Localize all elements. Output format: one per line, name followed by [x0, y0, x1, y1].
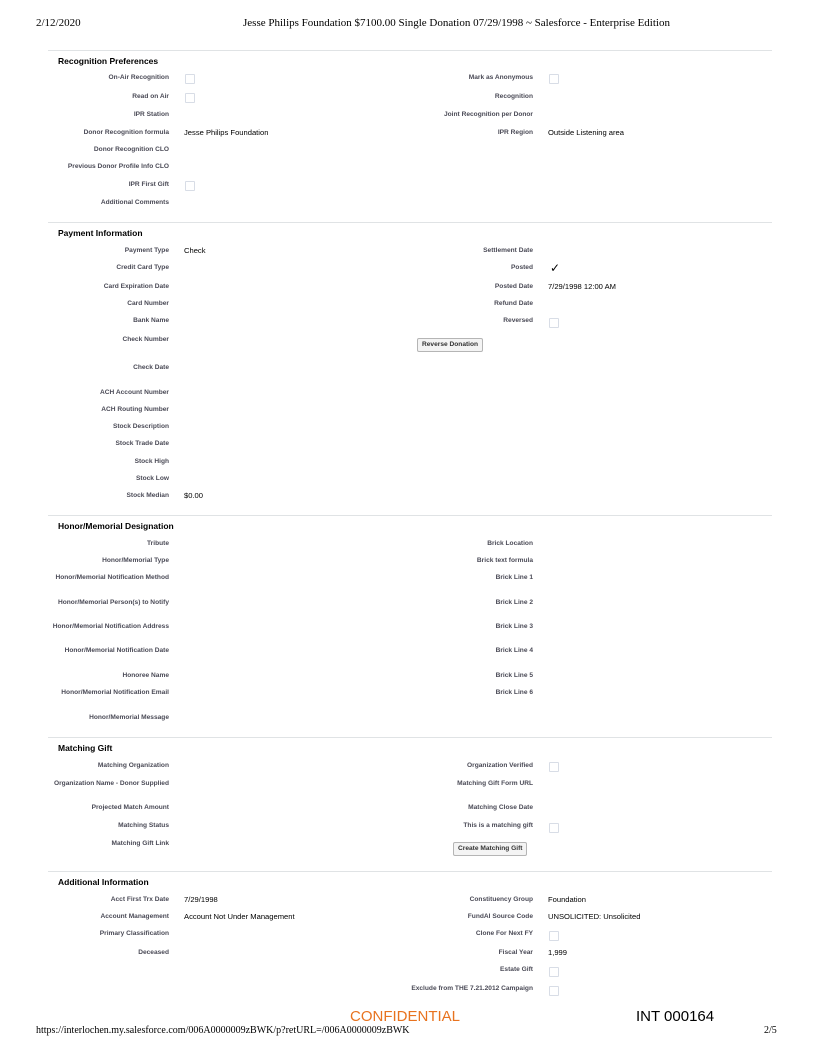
reverse-donation-button[interactable]: Reverse Donation: [417, 338, 483, 352]
section-divider: [48, 222, 772, 223]
brick-line-6-label: Brick Line 6: [495, 689, 533, 696]
fiscal-year-value: 1,999: [548, 948, 568, 957]
recognition-label: Recognition: [494, 93, 533, 100]
brick-line-2-label: Brick Line 2: [495, 599, 533, 606]
section-title-additional: Additional Information: [58, 877, 149, 887]
posted-date-value: 7/29/1998 12:00 AM: [548, 282, 616, 291]
fiscal-year-label: Fiscal Year: [498, 949, 533, 956]
matching-gift-link-label: Matching Gift Link: [111, 840, 169, 847]
stock-low-label: Stock Low: [136, 475, 169, 482]
ipr-region-value: Outside Listening area: [548, 128, 624, 137]
previous-donor-profile-label: Previous Donor Profile Info CLO: [67, 163, 169, 170]
ach-account-number-label: ACH Account Number: [100, 389, 169, 396]
organization-verified-checkbox: [549, 762, 559, 772]
bank-name-label: Bank Name: [133, 317, 169, 324]
section-divider: [48, 737, 772, 738]
read-on-air-label: Read on Air: [132, 93, 169, 100]
account-management-label: Account Management: [100, 913, 169, 920]
organization-name-donor-label: Organization Name - Donor Supplied: [53, 780, 169, 787]
card-expiration-date-label: Card Expiration Date: [103, 283, 169, 290]
ipr-station-label: IPR Station: [133, 111, 169, 118]
matching-status-label: Matching Status: [118, 822, 169, 829]
notification-method-label: Honor/Memorial Notification Method: [55, 574, 169, 581]
additional-comments-label: Additional Comments: [100, 199, 169, 206]
acct-first-trx-date-label: Acct First Trx Date: [110, 896, 169, 903]
donor-recognition-formula-label: Donor Recognition formula: [83, 129, 169, 136]
is-matching-gift-checkbox: [549, 823, 559, 833]
constituency-group-value: Foundation: [548, 895, 586, 904]
tribute-label: Tribute: [147, 540, 169, 547]
card-number-label: Card Number: [127, 300, 169, 307]
bates-number: INT 000164: [636, 1008, 715, 1025]
account-management-value: Account Not Under Management: [184, 912, 295, 921]
posted-checkmark-icon: ✓: [550, 261, 561, 275]
stock-median-value: $0.00: [184, 491, 204, 500]
print-date: 2/12/2020: [36, 17, 81, 29]
on-air-recognition-checkbox: [185, 74, 195, 84]
print-page-number: 2/5: [764, 1025, 777, 1036]
section-divider: [48, 871, 772, 872]
exclude-from-campaign-label: Exclude from THE 7.21.2012 Campaign: [411, 985, 533, 992]
brick-line-1-label: Brick Line 1: [495, 574, 533, 581]
section-title-payment: Payment Information: [58, 228, 143, 238]
ipr-region-label: IPR Region: [497, 129, 533, 136]
exclude-from-campaign-checkbox: [549, 986, 559, 996]
brick-line-3-label: Brick Line 3: [495, 623, 533, 630]
donor-recognition-formula-value: Jesse Philips Foundation: [184, 128, 269, 137]
honor-memorial-type-label: Honor/Memorial Type: [102, 557, 169, 564]
print-url: https://interlochen.my.salesforce.com/006A0000009zBWK/p?retURL=/006A0000009zBWK: [36, 1025, 410, 1036]
reversed-label: Reversed: [503, 317, 533, 324]
matching-organization-label: Matching Organization: [97, 762, 169, 769]
section-divider: [48, 515, 772, 516]
read-on-air-checkbox: [185, 93, 195, 103]
section-title-honor: Honor/Memorial Designation: [58, 521, 174, 531]
mark-as-anonymous-label: Mark as Anonymous: [468, 74, 533, 81]
payment-type-value: Check: [184, 246, 206, 255]
matching-close-date-label: Matching Close Date: [468, 804, 533, 811]
fundai-source-code-label: FundAI Source Code: [467, 913, 533, 920]
notification-date-label: Honor/Memorial Notification Date: [64, 647, 169, 654]
stock-median-label: Stock Median: [126, 492, 169, 499]
posted-label: Posted: [511, 264, 533, 271]
refund-date-label: Refund Date: [494, 300, 533, 307]
settlement-date-label: Settlement Date: [483, 247, 533, 254]
payment-type-label: Payment Type: [124, 247, 169, 254]
joint-recognition-label: Joint Recognition per Donor: [443, 111, 533, 118]
stock-high-label: Stock High: [134, 458, 169, 465]
organization-verified-label: Organization Verified: [467, 762, 533, 769]
posted-date-label: Posted Date: [494, 283, 533, 290]
projected-match-amount-label: Projected Match Amount: [91, 804, 169, 811]
section-title-recognition: Recognition Preferences: [58, 56, 159, 66]
estate-gift-label: Estate Gift: [500, 966, 533, 973]
constituency-group-label: Constituency Group: [469, 896, 533, 903]
acct-first-trx-date-value: 7/29/1998: [184, 895, 218, 904]
is-matching-gift-label: This is a matching gift: [463, 822, 533, 829]
ach-routing-number-label: ACH Routing Number: [101, 406, 169, 413]
persons-to-notify-label: Honor/Memorial Person(s) to Notify: [57, 599, 169, 606]
notification-email-label: Honor/Memorial Notification Email: [61, 689, 169, 696]
honoree-name-label: Honoree Name: [122, 672, 169, 679]
check-number-label: Check Number: [122, 336, 169, 343]
donor-recognition-clo-label: Donor Recognition CLO: [93, 146, 169, 153]
confidential-stamp: CONFIDENTIAL: [350, 1008, 461, 1025]
ipr-first-gift-label: IPR First Gift: [128, 181, 169, 188]
deceased-label: Deceased: [138, 949, 169, 956]
credit-card-type-label: Credit Card Type: [116, 264, 169, 271]
primary-classification-label: Primary Classification: [99, 930, 169, 937]
brick-text-formula-label: Brick text formula: [476, 557, 533, 564]
create-matching-gift-button[interactable]: Create Matching Gift: [453, 842, 527, 856]
brick-line-5-label: Brick Line 5: [495, 672, 533, 679]
notification-address-label: Honor/Memorial Notification Address: [52, 623, 169, 630]
check-date-label: Check Date: [133, 364, 169, 371]
brick-line-4-label: Brick Line 4: [495, 647, 533, 654]
clone-for-next-fy-checkbox: [549, 931, 559, 941]
honor-memorial-message-label: Honor/Memorial Message: [89, 714, 169, 721]
brick-location-label: Brick Location: [487, 540, 533, 547]
clone-for-next-fy-label: Clone For Next FY: [475, 930, 533, 937]
reversed-checkbox: [549, 318, 559, 328]
print-page-title: Jesse Philips Foundation $7100.00 Single Donation 07/29/1998 ~ Salesforce - Enterprise Edition: [243, 17, 670, 29]
section-divider: [48, 50, 772, 51]
ipr-first-gift-checkbox: [185, 181, 195, 191]
on-air-recognition-label: On-Air Recognition: [108, 74, 169, 81]
fundai-source-code-value: UNSOLICITED: Unsolicited: [548, 912, 641, 921]
estate-gift-checkbox: [549, 967, 559, 977]
stock-description-label: Stock Description: [112, 423, 169, 430]
section-title-matching: Matching Gift: [58, 743, 113, 753]
stock-trade-date-label: Stock Trade Date: [115, 440, 169, 447]
mark-as-anonymous-checkbox: [549, 74, 559, 84]
matching-gift-form-url-label: Matching Gift Form URL: [457, 780, 533, 787]
